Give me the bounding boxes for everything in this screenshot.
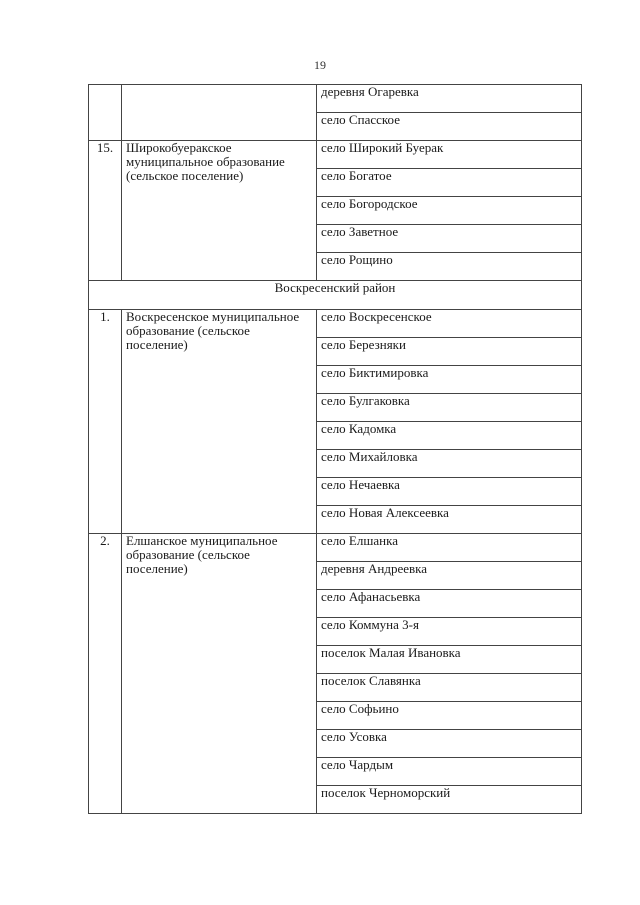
settlement-name: село Кадомка [317,422,582,450]
settlement-name: село Афанасьевка [317,590,582,618]
district-title: Воскресенский район [89,281,582,310]
row-number: 15. [89,141,122,281]
settlement-name: село Широкий Буерак [317,141,582,169]
settlement-name: село Богородское [317,197,582,225]
settlement-name: село Воскресенское [317,310,582,338]
settlement-name: поселок Славянка [317,674,582,702]
row-number [89,85,122,141]
settlement-name: поселок Малая Ивановка [317,646,582,674]
settlement-name: село Новая Алексеевка [317,506,582,534]
municipality-name [122,85,317,141]
settlement-name: село Рощино [317,253,582,281]
settlement-name: село Биктимировка [317,366,582,394]
settlement-name: село Коммуна 3-я [317,618,582,646]
settlement-name: село Нечаевка [317,478,582,506]
table-row [89,534,582,562]
row-number: 1. [89,310,122,534]
settlements-table [88,84,582,814]
table-row [89,85,582,113]
page-number: 19 [314,58,326,72]
settlement-name: поселок Черноморский [317,786,582,814]
settlement-name: село Богатое [317,169,582,197]
settlement-name: село Софьино [317,702,582,730]
settlement-name: село Елшанка [317,534,582,562]
settlement-name: село Булгаковка [317,394,582,422]
settlement-name: село Усовка [317,730,582,758]
district-row [89,281,582,310]
table-row [89,310,582,338]
settlement-name: село Михайловка [317,450,582,478]
settlement-name: деревня Огаревка [317,85,582,113]
settlement-name: село Чардым [317,758,582,786]
settlement-name: село Березняки [317,338,582,366]
settlement-name: деревня Андреевка [317,562,582,590]
table-row [89,141,582,169]
settlement-name: село Спасское [317,113,582,141]
municipality-name: Широкобуеракское муниципальное образование (сельское поселение) [122,141,317,281]
settlement-name: село Заветное [317,225,582,253]
row-number: 2. [89,534,122,814]
municipality-name: Елшанское муниципальное образование (сельское поселение) [122,534,317,814]
municipality-name: Воскресенское муниципальное образование (сельское поселение) [122,310,317,534]
